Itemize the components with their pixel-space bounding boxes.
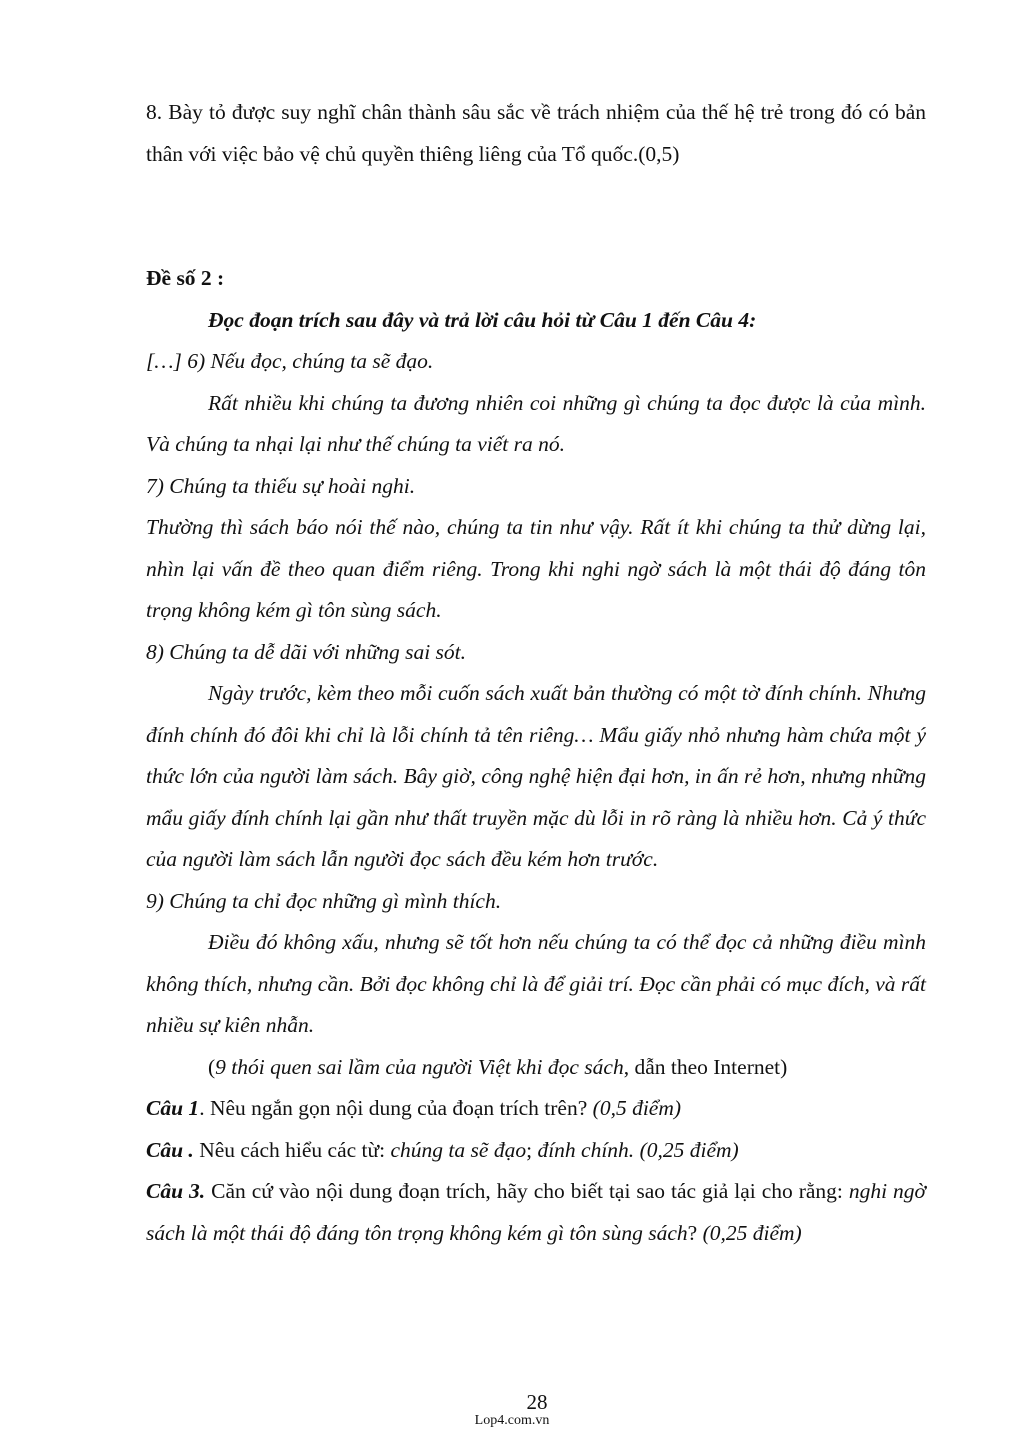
question-text: Nêu ngắn gọn nội dung của đoạn trích trên?: [209, 1096, 593, 1120]
page-number: 28: [526, 1390, 548, 1414]
question-sep: .: [199, 1096, 210, 1120]
source-rest: , dẫn theo Internet): [623, 1054, 788, 1079]
section-heading: Đề số 2 :: [146, 266, 225, 290]
question-label: Câu 3.: [146, 1179, 206, 1203]
question-points: (0,5 điểm): [592, 1096, 682, 1120]
passage-paragraph: Rất nhiều khi chúng ta đương nhiên coi những gì chúng ta đọc được là của mình. Và chúng ta nhại lại như thế chúng ta viết ra nó.: [146, 390, 926, 456]
question-1: [146, 1088, 926, 1130]
question-quote: nghi ngờ sách là một thái độ đáng tôn trọng không kém gì tôn sùng sách: [146, 1179, 927, 1245]
question-3: [146, 1171, 926, 1254]
question-points: (0,25 điểm): [702, 1220, 802, 1245]
question-text: Nêu cách hiểu các từ:: [199, 1137, 391, 1162]
instruction: Đọc đoạn trích sau đây và trả lời câu hỏi từ Câu 1 đến Câu 4:: [208, 307, 757, 332]
question-text: Căn cứ vào nội dung đoạn trích, hãy cho biết tại sao tác giả lại cho rằng:: [211, 1179, 849, 1203]
source-open: (: [208, 1054, 216, 1079]
passage-paragraph: Ngày trước, kèm theo mỗi cuốn sách xuất bản thường có một tờ đính chính. Nhưng đính chính đó đôi khi chỉ là lỗi chính tả tên riêng… Mẩu giấy nhỏ nhưng hàm chứa một ý thức lớn của người làm sách. Bây giờ, công nghệ hiện đại hơn, in ấn rẻ hơn, nhưng những mẩu giấy đính chính lại gần như thất truyền mặc dù lỗi in rõ ràng là nhiều hơn. Cả ý thức của người làm sách lẫn người đọc sách đều kém hơn trước.: [146, 681, 926, 871]
question-term: chúng ta sẽ đạo: [390, 1137, 527, 1162]
question-points: (0,25 điểm): [634, 1137, 739, 1162]
passage-paragraph: Điều đó không xấu, nhưng sẽ tốt hơn nếu chúng ta có thể đọc cả những điều mình không thích, nhưng cần. Bởi đọc không chỉ là để giải trí. Đọc cần phải có mục đích, và rất nhiều sự kiên nhẫn.: [146, 930, 926, 1037]
footer-site: Lop4.com.vn: [474, 1413, 550, 1428]
passage-paragraph: […] 6) Nếu đọc, chúng ta sẽ đạo.: [146, 349, 434, 373]
spacer: [146, 175, 926, 258]
passage-paragraph: 9) Chúng ta chỉ đọc những gì mình thích.: [146, 888, 502, 913]
item-8: 8. Bày tỏ được suy nghĩ chân thành sâu sắc về trách nhiệm của thế hệ trẻ trong đó có bản thân với việc bảo vệ chủ quyền thiêng liêng của Tổ quốc.(0,5): [146, 100, 926, 166]
source-citation: [146, 1047, 926, 1089]
question-label: Câu .: [146, 1137, 194, 1162]
passage-paragraph: 8) Chúng ta dễ dãi với những sai sót.: [146, 639, 467, 664]
question-sep: ?: [687, 1220, 703, 1245]
source-title: 9 thói quen sai lầm của người Việt khi đọc sách: [215, 1054, 624, 1079]
passage: [146, 341, 926, 1047]
document-page: [146, 92, 926, 1254]
passage-paragraph: 7) Chúng ta thiếu sự hoài nghi.: [146, 473, 416, 498]
question-label: Câu 1: [146, 1096, 200, 1120]
question-term: đính chính.: [537, 1137, 635, 1162]
passage-paragraph: Thường thì sách báo nói thế nào, chúng ta tin như vậy. Rất ít khi chúng ta thử dừng lại, nhìn lại vấn đề theo quan điểm riêng. Trong khi nghi ngờ sách là một thái độ đáng tôn trọng không kém gì tôn sùng sách.: [146, 515, 926, 622]
question-2: [146, 1130, 926, 1172]
question-sep: ;: [526, 1137, 538, 1162]
